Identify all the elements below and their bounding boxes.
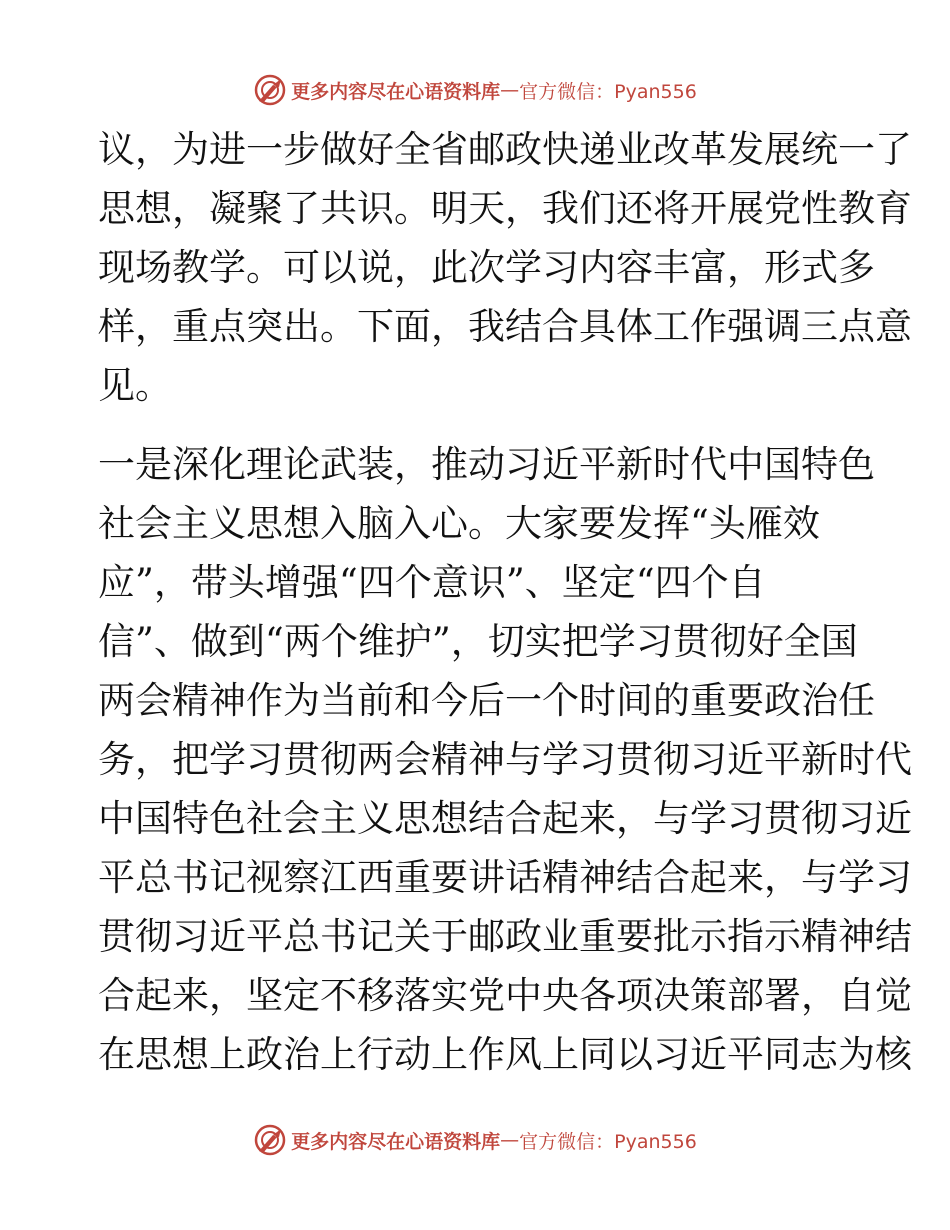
footer-watermark-banner (0, 1120, 950, 1160)
banner-dash: — (500, 79, 520, 101)
text-line: 现场教学。可以说，此次学习内容丰富，形式多 (98, 246, 875, 289)
text-line: 见。 (98, 364, 172, 407)
text-line: 思想，凝聚了共识。明天，我们还将开展党性教育 (98, 187, 912, 230)
text-line: 务，把学习贯彻两会精神与学习贯彻习近平新时代 (98, 738, 912, 781)
text-line: 合起来，坚定不移落实党中央各项决策部署，自觉 (98, 974, 912, 1017)
paragraph-1 (98, 120, 912, 415)
text-line: 贯彻习近平总书记关于邮政业重要批示指示精神结 (98, 915, 912, 958)
brand-logo-icon (253, 1123, 287, 1157)
text-line: 议，为进一步做好全省邮政快递业改革发展统一了 (98, 128, 912, 171)
text-line: 样，重点突出。下面，我结合具体工作强调三点意 (98, 305, 912, 348)
paragraph-2 (98, 435, 912, 1084)
document-body (98, 120, 912, 1084)
text-line: 信”、做到“两个维护”，切实把学习贯彻好全国 (98, 620, 858, 663)
text-line: 中国特色社会主义思想结合起来，与学习贯彻习近 (98, 797, 912, 840)
text-line: 应”，带头增强“四个意识”、坚定“四个自 (98, 561, 766, 604)
banner-contact-text: 官方微信：Pyan556 (519, 80, 697, 103)
header-watermark-banner (0, 70, 950, 110)
banner-main-text: 更多内容尽在心语资料库 (291, 1130, 501, 1153)
text-line: 在思想上政治上行动上作风上同以习近平同志为核 (98, 1033, 912, 1076)
text-line: 平总书记视察江西重要讲话精神结合起来，与学习 (98, 856, 912, 899)
text-line: 两会精神作为当前和今后一个时间的重要政治任 (98, 679, 875, 722)
banner-dash: — (500, 1129, 520, 1151)
text-line: 社会主义思想入脑入心。大家要发挥“头雁效 (98, 502, 820, 545)
banner-main-text: 更多内容尽在心语资料库 (291, 80, 501, 103)
brand-logo-icon (253, 73, 287, 107)
banner-contact-text: 官方微信：Pyan556 (519, 1130, 697, 1153)
text-line: 一是深化理论武装，推动习近平新时代中国特色 (98, 443, 875, 486)
